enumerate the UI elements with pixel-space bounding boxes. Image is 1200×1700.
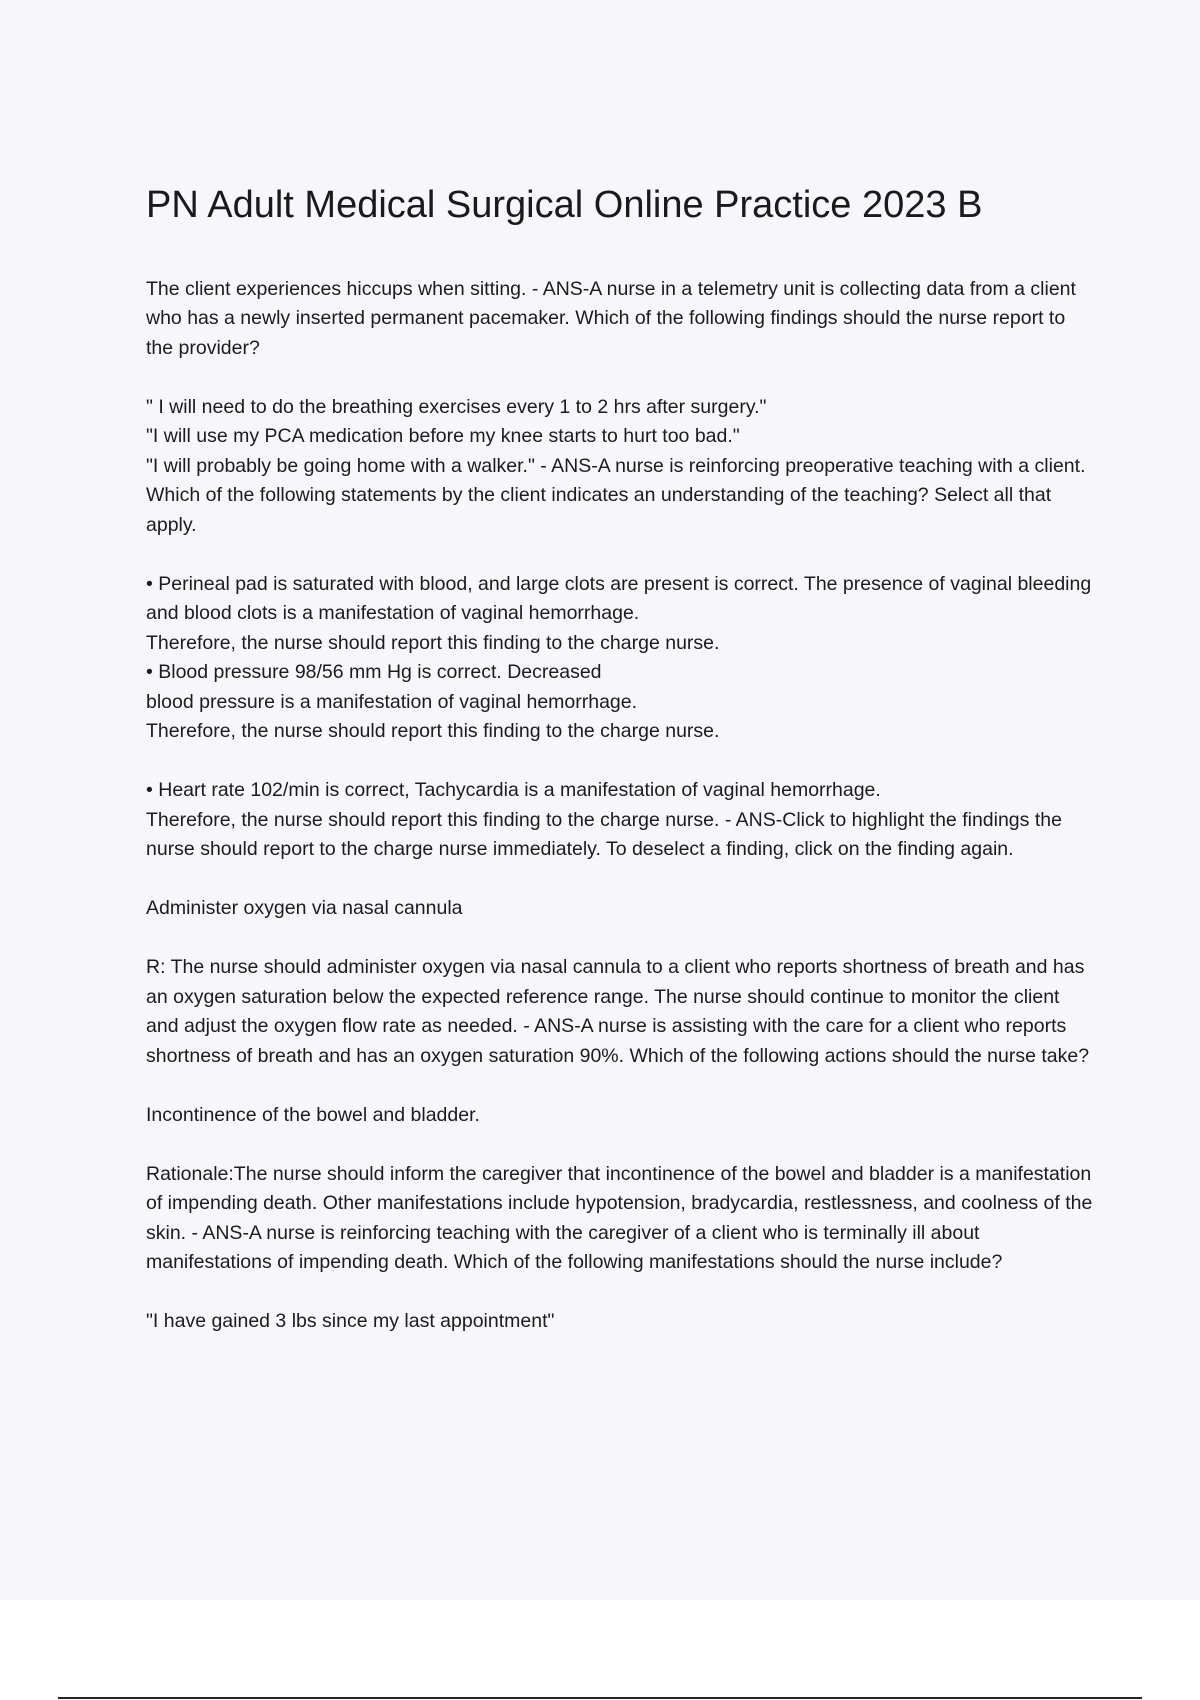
paragraph-preoperative-teaching [146, 393, 1096, 541]
text-line: The client experiences hiccups when sitting. - ANS-A nurse in a telemetry unit is collecting data from a client who has a newly inserted permanent pacemaker. Which of the following findings should the nurse report to the provider? [146, 277, 1082, 359]
text-line: Which of the following statements by the client indicates an understanding of the teaching? Select all that apply. [146, 484, 1057, 536]
paragraph-weight-gain-statement [146, 1307, 1096, 1337]
text-line: Incontinence of the bowel and bladder. [146, 1103, 480, 1126]
text-line: Therefore, the nurse should report this finding to the charge nurse. - ANS-Click to highlight the findings the nurse should report to the charge nurse immediately. To deselect a finding, click on the finding again. [146, 808, 1068, 861]
text-line: "I will probably be going home with a walker." - ANS-A nurse is reinforcing preoperative teaching with a client. [146, 454, 1086, 477]
text-line: Therefore, the nurse should report this finding to the charge nurse. [146, 720, 720, 743]
paragraph-oxygen-answer [146, 894, 1096, 924]
text-line: "I have gained 3 lbs since my last appointment" [146, 1310, 555, 1333]
paragraph-pacemaker-question [146, 275, 1096, 364]
document-content [146, 183, 1096, 1366]
page-title: PN Adult Medical Surgical Online Practice 2023 B [146, 184, 983, 226]
text-line: • Blood pressure 98/56 mm Hg is correct. Decreased [146, 661, 602, 684]
paragraph-oxygen-rationale [146, 953, 1096, 1071]
text-line: "I will use my PCA medication before my knee starts to hurt too bad." [146, 425, 740, 448]
text-line: R: The nurse should administer oxygen via nasal cannula to a client who reports shortness of breath and has an oxygen saturation below the expected reference range. The nurse should continue to monitor the client and adjust the oxygen flow rate as needed. - ANS-A nurse is assisting with the care for a client who reports shortness of breath and has an oxygen saturation 90%. Which of the following actions should the nurse take? [146, 956, 1090, 1067]
paragraph-hemorrhage-findings [146, 570, 1096, 747]
paragraph-incontinence-answer [146, 1101, 1096, 1131]
text-line: • Perineal pad is saturated with blood, and large clots are present is correct. The presence of vaginal bleeding and blood clots is a manifestation of vaginal hemorrhage. [146, 572, 1097, 625]
text-line: blood pressure is a manifestation of vaginal hemorrhage. [146, 690, 638, 713]
footer-divider [58, 1697, 1142, 1699]
text-line: Therefore, the nurse should report this finding to the charge nurse. [146, 631, 720, 654]
text-line: Rationale:The nurse should inform the caregiver that incontinence of the bowel and bladder is a manifestation of impending death. Other manifestations include hypotension, bradycardia, restlessness, and coolness of the skin. - ANS-A nurse is reinforcing teaching with the caregiver of a client who is terminally ill about manifestations of impending death. Which of the following manifestations should the nurse include? [146, 1162, 1098, 1274]
paragraph-heart-rate-finding [146, 776, 1096, 865]
text-line: " I will need to do the breathing exercises every 1 to 2 hrs after surgery." [146, 395, 767, 418]
text-line: • Heart rate 102/min is correct, Tachycardia is a manifestation of vaginal hemorrhage. [146, 779, 881, 802]
paragraph-impending-death-rationale [146, 1160, 1096, 1278]
text-line: Administer oxygen via nasal cannula [146, 897, 463, 920]
